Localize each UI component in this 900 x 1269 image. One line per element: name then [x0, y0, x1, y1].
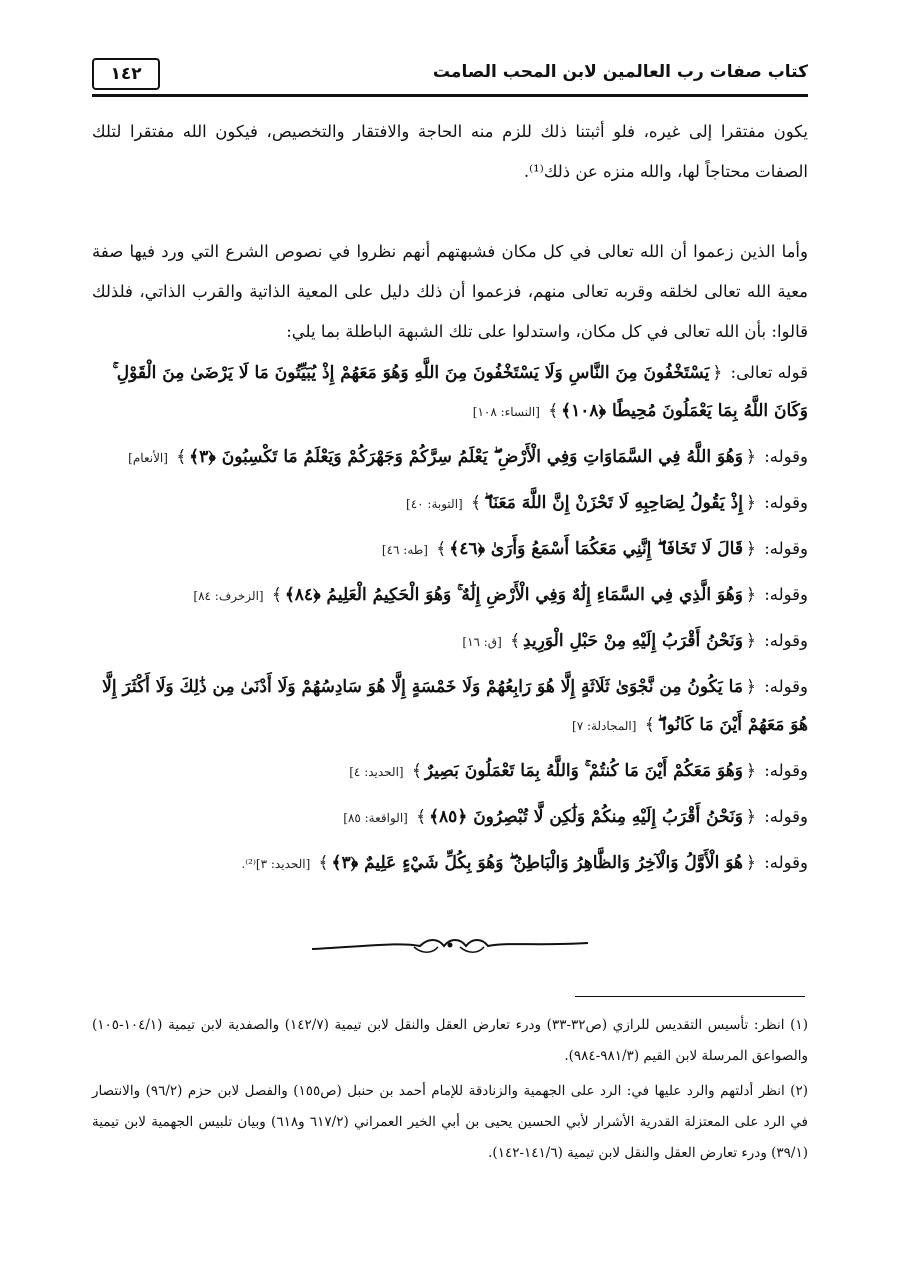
header-rule: [92, 94, 808, 97]
verse-item: [92, 354, 808, 431]
verse-item: [92, 752, 808, 791]
verse-lead: وقوله:: [764, 539, 808, 558]
page-number-box: [92, 58, 160, 90]
footnotes: [92, 1010, 808, 1173]
verse-text: إِذْ يَقُولُ لِصَاحِبِهِ لَا تَحْزَنْ إِنَّ اللَّهَ مَعَنَا ۖ: [483, 493, 743, 513]
verse-text: وَنَحْنُ أَقْرَبُ إِلَيْهِ مِنْ حَبْلِ الْوَرِيدِ: [523, 631, 743, 651]
verse-lead: وقوله:: [764, 447, 808, 466]
verse-text: هُوَ الْأَوَّلُ وَالْآخِرُ وَالظَّاهِرُ وَالْبَاطِنُ ۖ وَهُوَ بِكُلِّ شَيْءٍ عَلِيمٌ ﴿٣﴾: [331, 853, 743, 873]
verse-item: [92, 484, 808, 523]
open-bracket: ﴿: [745, 493, 756, 513]
close-bracket: ﴾: [548, 401, 559, 421]
verse-lead: وقوله:: [764, 761, 808, 780]
open-bracket: ﴿: [712, 363, 723, 383]
verse-lead: وقوله:: [764, 493, 808, 512]
divider-ornament: [310, 932, 590, 960]
verse-reference: [ق: ١٦]: [462, 635, 502, 649]
verse-item: [92, 844, 808, 883]
verse-item: [92, 622, 808, 661]
verse-reference: [التوبة: ٤٠]: [406, 497, 463, 511]
verse-list: [92, 354, 808, 890]
open-bracket: ﴿: [745, 761, 756, 781]
verse-reference: [الواقعة: ٨٥]: [343, 811, 408, 825]
open-bracket: ﴿: [745, 807, 756, 827]
verse-item: [92, 798, 808, 837]
open-bracket: ﴿: [745, 853, 756, 873]
verse-reference: [المجادلة: ٧]: [572, 719, 637, 733]
open-bracket: ﴿: [745, 447, 756, 467]
verse-text: وَهُوَ اللَّهُ فِي السَّمَاوَاتِ وَفِي الْأَرْضِ ۖ يَعْلَمُ سِرَّكُمْ وَجَهْرَكُمْ وَيَعْلَمُ مَا تَكْسِبُونَ ﴿٣﴾: [189, 447, 743, 467]
verse-reference: [الحديد: ٣]⁽²⁾.: [241, 857, 311, 871]
close-bracket: ﴾: [436, 539, 447, 559]
footnote-rule: [575, 996, 805, 997]
verse-item: [92, 530, 808, 569]
verse-text: وَنَحْنُ أَقْرَبُ إِلَيْهِ مِنكُمْ وَلَٰكِن لَّا تُبْصِرُونَ ﴿٨٥﴾: [429, 807, 743, 827]
open-bracket: ﴿: [745, 585, 756, 605]
verse-lead: وقوله:: [764, 585, 808, 604]
footnote-1: (١) انظر: تأسيس التقديس للرازي (ص٣٢-٣٣) ودرء تعارض العقل والنقل لابن تيمية (١٤٢/٧) والصفدية لابن تيمية (١٠٤/١-١٠٥) والصواعق المرسلة لابن القيم (٩٨١/٣-٩٨٤).: [92, 1017, 808, 1064]
verse-text: وَهُوَ الَّذِي فِي السَّمَاءِ إِلَٰهٌ وَفِي الْأَرْضِ إِلَٰهٌ ۚ وَهُوَ الْحَكِيمُ الْعَلِيمُ ﴿٨٤﴾: [284, 585, 743, 605]
open-bracket: ﴿: [745, 677, 756, 697]
close-bracket: ﴾: [416, 807, 427, 827]
verse-reference: [الزخرف: ٨٤]: [193, 589, 264, 603]
footnote-2: (٢) انظر أدلتهم والرد عليها في: الرد على الجهمية والزنادقة للإمام أحمد بن حنبل (ص١٥٥) والفصل لابن حزم (٩٦/٢) والانتصار في الرد على المعتزلة القدرية الأشرار لأبي الحسين يحيى بن أبي الخير العمراني (٦١٧/٢ و٦١٨) وبيان تلبيس الجهمية لابن تيمية (٣٩/١) ودرء تعارض العقل والنقل لابن تيمية (١٤١/٦-١٤٢).: [92, 1083, 809, 1161]
open-bracket: ﴿: [745, 539, 756, 559]
page-header: [92, 52, 808, 96]
verse-text: يَسْتَخْفُونَ مِنَ النَّاسِ وَلَا يَسْتَخْفُونَ مِنَ اللَّهِ وَهُوَ مَعَهُمْ إِذْ يُبَيِّتُونَ مَا لَا يَرْضَىٰ مِنَ الْقَوْلِ ۚ وَكَانَ اللَّهُ بِمَا يَعْمَلُونَ مُحِيطًا ﴿١٠٨﴾: [112, 363, 808, 421]
close-bracket: ﴾: [510, 631, 521, 651]
verse-lead: قوله تعالى:: [730, 363, 808, 382]
verse-text: وَهُوَ مَعَكُمْ أَيْنَ مَا كُنتُمْ ۚ وَاللَّهُ بِمَا تَعْمَلُونَ بَصِيرٌ: [424, 761, 743, 781]
verse-item: [92, 438, 808, 477]
verse-lead: وقوله:: [764, 853, 808, 872]
verse-reference: [الحديد: ٤]: [349, 765, 404, 779]
verse-lead: وقوله:: [764, 631, 808, 650]
close-bracket: ﴾: [644, 715, 655, 735]
close-bracket: ﴾: [411, 761, 422, 781]
close-bracket: ﴾: [318, 853, 329, 873]
verse-lead: وقوله:: [764, 807, 808, 826]
paragraph-1: يكون مفتقرا إلى غيره، فلو أثبتنا ذلك للزم منه الحاجة والافتقار والتخصيص، فيكون الله مفتقرا لتلك الصفات محتاجاً لها، والله منزه عن ذلك⁽¹⁾.: [92, 122, 808, 181]
verse-reference: [الأنعام]: [128, 451, 168, 465]
close-bracket: ﴾: [271, 585, 282, 605]
paragraph-2: وأما الذين زعموا أن الله تعالى في كل مكان فشبهتهم أنهم نظروا في نصوص الشرع التي ورد فيها صفة معية الله تعالى لخلقه وقربه تعالى منهم، فزعموا أن ذلك دليل على المعية الذاتية والقرب الذاتي، فلذلك قالوا: بأن الله تعالى في كل مكان، واستدلوا على تلك الشبهة الباطلة بما يلي:: [92, 242, 808, 341]
close-bracket: ﴾: [470, 493, 481, 513]
verse-item: [92, 668, 808, 745]
open-bracket: ﴿: [745, 631, 756, 651]
verse-text: مَا يَكُونُ مِن نَّجْوَىٰ ثَلَاثَةٍ إِلَّا هُوَ رَابِعُهُمْ وَلَا خَمْسَةٍ إِلَّا هُوَ سَادِسُهُمْ وَلَا أَدْنَىٰ مِن ذَٰلِكَ وَلَا أَكْثَرَ إِلَّا هُوَ مَعَهُمْ أَيْنَ مَا كَانُوا ۖ: [102, 677, 808, 735]
page-number: ١٤٢: [110, 64, 142, 84]
verse-reference: [النساء: ١٠٨]: [472, 405, 540, 419]
verse-text: قَالَ لَا تَخَافَا ۖ إِنَّنِي مَعَكُمَا أَسْمَعُ وَأَرَىٰ ﴿٤٦﴾: [449, 539, 743, 559]
verse-item: [92, 576, 808, 615]
verse-reference: [طه: ٤٦]: [381, 543, 428, 557]
book-title: كتاب صفات رب العالمين لابن المحب الصامت: [432, 62, 808, 82]
verse-lead: وقوله:: [764, 677, 808, 696]
close-bracket: ﴾: [176, 447, 187, 467]
